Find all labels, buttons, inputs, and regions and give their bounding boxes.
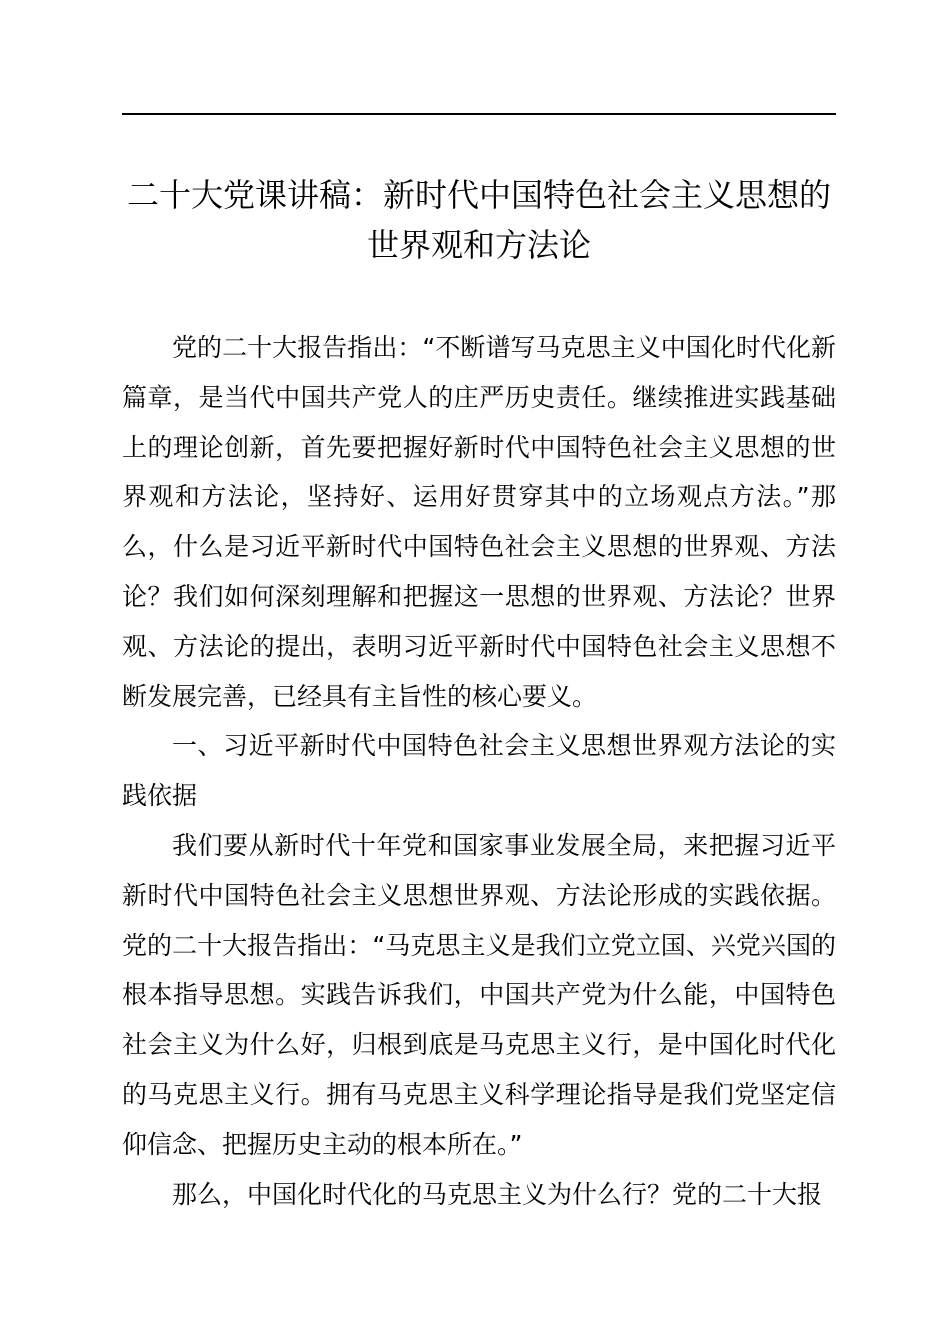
paragraph-intro: 党的二十大报告指出：“不断谱写马克思主义中国化时代化新篇章，是当代中国共产党人的庄严历史责任。继续推进实践基础上的理论创新，首先要把握好新时代中国特色社会主义思想的世界观和方法论，坚持好、运用好贯穿其中的立场观点方法。”那么，什么是习近平新时代中国特色社会主义思想的世界观、方法论？我们如何深刻理解和把握这一思想的世界观、方法论？世界观、方法论的提出，表明习近平新时代中国特色社会主义思想不断发展完善，已经具有主旨性的核心要义。 <box>122 333 836 711</box>
document-body <box>122 323 836 1219</box>
paragraph-continued: 那么，中国化时代化的马克思主义为什么行？党的二十大报 <box>172 1179 823 1209</box>
document-title: 二十大党课讲稿：新时代中国特色社会主义思想的世界观和方法论 <box>126 176 831 264</box>
paragraph-practice-basis: 我们要从新时代十年党和国家事业发展全局，来把握习近平新时代中国特色社会主义思想世界观、方法论形成的实践依据。党的二十大报告指出：“马克思主义是我们立党立国、兴党兴国的根本指导思想。实践告诉我们，中国共产党为什么能，中国特色社会主义为什么好，归根到底是马克思主义行，是中国化时代化的马克思主义行。拥有马克思主义科学理论指导是我们党坚定信仰信念、把握历史主动的根本所在。” <box>122 830 836 1159</box>
header-rule <box>122 113 836 115</box>
section-heading-1: 一、习近平新时代中国特色社会主义思想世界观方法论的实践依据 <box>122 731 836 811</box>
